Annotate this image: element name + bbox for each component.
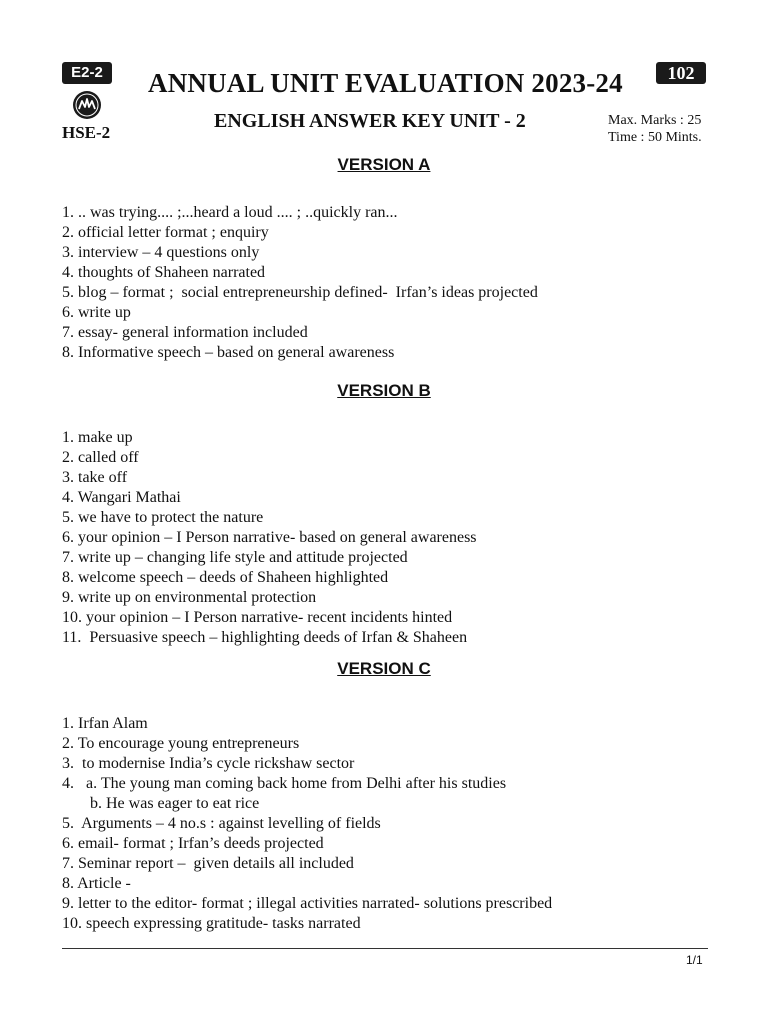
school-label: HSE-2 — [62, 123, 111, 142]
answer-item: 1. make up — [62, 429, 133, 446]
answer-item: 6. email- format ; Irfan’s deeds projected — [62, 835, 324, 852]
answer-item: 2. official letter format ; enquiry — [62, 224, 269, 241]
page-subtitle: ENGLISH ANSWER KEY UNIT - 2 — [214, 110, 526, 132]
answer-item: 7. write up – changing life style and attitude projected — [62, 549, 408, 566]
answer-item: 4. a. The young man coming back home from Delhi after his studies — [62, 775, 507, 792]
answer-item: 1. Irfan Alam — [62, 715, 148, 732]
answer-item: 10. speech expressing gratitude- tasks narrated — [62, 915, 361, 932]
answer-item: b. He was eager to eat rice — [62, 795, 260, 812]
answer-item: 4. thoughts of Shaheen narrated — [62, 264, 266, 281]
version-c-heading: VERSION C — [337, 659, 431, 678]
answer-item: 2. To encourage young entrepreneurs — [62, 735, 300, 752]
version-b-heading: VERSION B — [337, 381, 431, 400]
answer-item: 3. interview – 4 questions only — [62, 244, 260, 261]
answer-item: 10. your opinion – I Person narrative- recent incidents hinted — [62, 609, 453, 626]
answer-item: 5. blog – format ; social entrepreneurship defined- Irfan’s ideas projected — [62, 284, 538, 301]
footer-divider — [62, 948, 708, 949]
answer-item: 6. write up — [62, 304, 131, 321]
answer-item: 8. welcome speech – deeds of Shaheen highlighted — [62, 569, 389, 586]
version-b-answers — [62, 428, 477, 648]
answer-item: 8. Informative speech – based on general awareness — [62, 344, 395, 361]
answer-item: 7. essay- general information included — [62, 324, 308, 341]
answer-item: 5. we have to protect the nature — [62, 509, 264, 526]
answer-item: 5. Arguments – 4 no.s : against levelling of fields — [62, 815, 381, 832]
version-a-answers — [62, 203, 538, 363]
answer-item: 7. Seminar report – given details all included — [62, 855, 354, 872]
answer-item: 2. called off — [62, 449, 139, 466]
version-c-answers — [62, 714, 552, 934]
max-marks-label: Max. Marks : 25 — [608, 113, 702, 128]
marks-time-block — [608, 112, 702, 146]
answer-item: 3. to modernise India’s cycle rickshaw sector — [62, 755, 355, 772]
emblem-logo-icon — [72, 90, 102, 120]
page-number: 1/1 — [686, 953, 703, 967]
answer-item: 4. Wangari Mathai — [62, 489, 181, 506]
answer-item: 11. Persuasive speech – highlighting deeds of Irfan & Shaheen — [62, 629, 468, 646]
answer-item: 1. .. was trying.... ;...heard a loud .... ; ..quickly ran... — [62, 204, 398, 221]
answer-item: 9. write up on environmental protection — [62, 589, 317, 606]
answer-item: 6. your opinion – I Person narrative- based on general awareness — [62, 529, 477, 546]
time-label: Time : 50 Mints. — [608, 130, 702, 145]
answer-item: 3. take off — [62, 469, 128, 486]
page-title: ANNUAL UNIT EVALUATION 2023-24 — [148, 68, 623, 98]
paper-code-badge: E2-2 — [62, 62, 112, 84]
answer-item: 9. letter to the editor- format ; illegal activities narrated- solutions prescribed — [62, 895, 553, 912]
answer-item: 8. Article - — [62, 875, 131, 892]
version-a-heading: VERSION A — [337, 155, 431, 174]
paper-number-badge: 102 — [656, 62, 706, 84]
